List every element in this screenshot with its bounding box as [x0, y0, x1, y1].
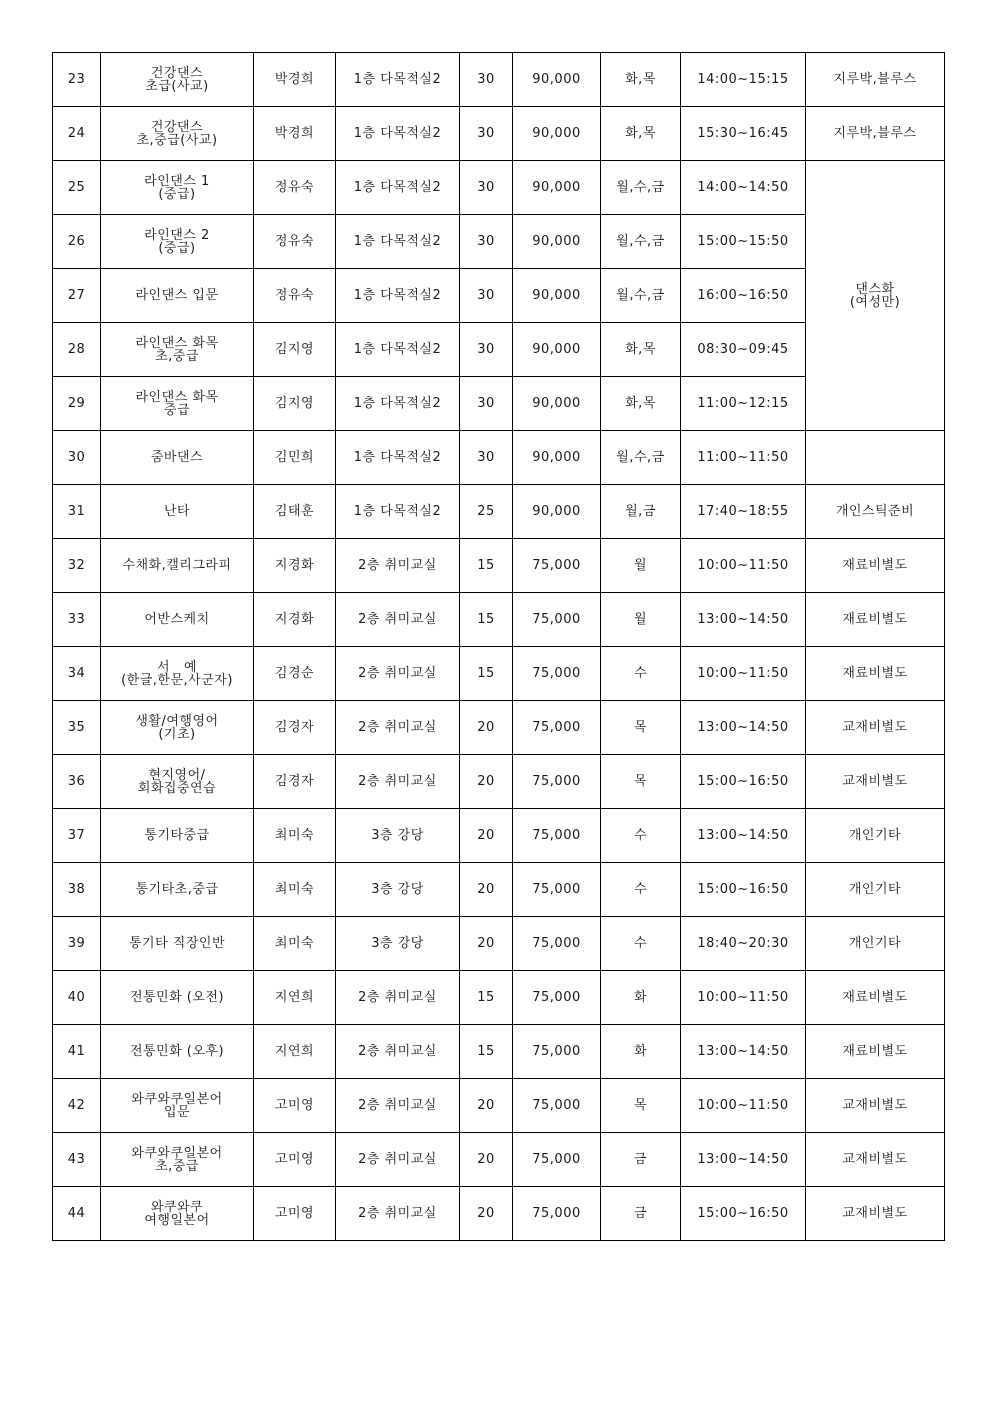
capacity-cell: 30: [460, 431, 513, 485]
fee-cell: 75,000: [513, 647, 601, 701]
course-name-cell: [101, 701, 254, 755]
days-cell: 월: [601, 593, 681, 647]
capacity-cell: 20: [460, 1079, 513, 1133]
time-cell: 10:00~11:50: [681, 971, 806, 1025]
days-cell: 목: [601, 755, 681, 809]
course-name-line: 중급: [163, 402, 191, 418]
room-cell: 2층 취미교실: [336, 593, 460, 647]
time-cell: 15:00~15:50: [681, 215, 806, 269]
room-cell: 1층 다목적실2: [336, 485, 460, 539]
row-number-cell: 44: [53, 1187, 101, 1241]
capacity-cell: 20: [460, 1133, 513, 1187]
days-cell: 화,목: [601, 53, 681, 107]
capacity-cell: 15: [460, 593, 513, 647]
fee-cell: 90,000: [513, 377, 601, 431]
course-name-cell: [101, 1025, 254, 1079]
fee-cell: 75,000: [513, 1133, 601, 1187]
time-cell: 10:00~11:50: [681, 1079, 806, 1133]
instructor-cell: 최미숙: [254, 809, 336, 863]
instructor-cell: 지연희: [254, 971, 336, 1025]
course-name-line: 라인댄스 입문: [135, 288, 219, 303]
course-name-line: 건강댄스: [150, 65, 204, 81]
capacity-cell: 20: [460, 917, 513, 971]
capacity-cell: 30: [460, 269, 513, 323]
instructor-cell: 박경희: [254, 53, 336, 107]
fee-cell: 75,000: [513, 1187, 601, 1241]
note-cell: 재료비별도: [806, 647, 945, 701]
instructor-cell: 김경자: [254, 755, 336, 809]
capacity-cell: 20: [460, 1187, 513, 1241]
fee-cell: 90,000: [513, 269, 601, 323]
note-cell: 교재비별도: [806, 755, 945, 809]
capacity-cell: 30: [460, 53, 513, 107]
course-name-line: (한글,한문,사군자): [121, 672, 233, 688]
note-cell: 재료비별도: [806, 971, 945, 1025]
course-name-line: 난타: [163, 504, 191, 519]
days-cell: 월,수,금: [601, 215, 681, 269]
note-cell: 재료비별도: [806, 593, 945, 647]
room-cell: 1층 다목적실2: [336, 269, 460, 323]
instructor-cell: 정유숙: [254, 161, 336, 215]
time-cell: 16:00~16:50: [681, 269, 806, 323]
course-name-cell: [101, 1133, 254, 1187]
capacity-cell: 30: [460, 107, 513, 161]
row-number-cell: 38: [53, 863, 101, 917]
days-cell: 월: [601, 539, 681, 593]
room-cell: 2층 취미교실: [336, 1187, 460, 1241]
days-cell: 화,목: [601, 323, 681, 377]
instructor-cell: 최미숙: [254, 863, 336, 917]
days-cell: 수: [601, 647, 681, 701]
days-cell: 금: [601, 1187, 681, 1241]
instructor-cell: 정유숙: [254, 269, 336, 323]
note-cell: 개인기타: [806, 863, 945, 917]
course-name-line: 통기타초,중급: [135, 882, 219, 897]
capacity-cell: 30: [460, 161, 513, 215]
time-cell: 15:00~16:50: [681, 863, 806, 917]
fee-cell: 90,000: [513, 431, 601, 485]
note-cell: 교재비별도: [806, 701, 945, 755]
capacity-cell: 15: [460, 647, 513, 701]
course-name-line: 통기타 직장인반: [128, 936, 226, 951]
course-name-line: 와쿠와쿠일본어: [131, 1145, 223, 1161]
note-cell: [806, 431, 945, 485]
note-cell: 교재비별도: [806, 1187, 945, 1241]
table-row: [53, 593, 945, 647]
table-body: [53, 53, 945, 1241]
course-name-line: 초,중급: [155, 1158, 199, 1174]
room-cell: 2층 취미교실: [336, 755, 460, 809]
course-name-line: 수채화,캘리그라피: [122, 558, 232, 573]
room-cell: 2층 취미교실: [336, 1025, 460, 1079]
instructor-cell: 박경희: [254, 107, 336, 161]
room-cell: 1층 다목적실2: [336, 431, 460, 485]
capacity-cell: 15: [460, 971, 513, 1025]
instructor-cell: 김지영: [254, 377, 336, 431]
room-cell: 2층 취미교실: [336, 539, 460, 593]
row-number-cell: 40: [53, 971, 101, 1025]
row-number-cell: 28: [53, 323, 101, 377]
days-cell: 화,목: [601, 107, 681, 161]
course-name-cell: [101, 107, 254, 161]
note-cell-merged: [806, 161, 945, 431]
course-name-line: (중급): [158, 240, 196, 256]
table-row: [53, 809, 945, 863]
fee-cell: 90,000: [513, 107, 601, 161]
row-number-cell: 36: [53, 755, 101, 809]
time-cell: 08:30~09:45: [681, 323, 806, 377]
fee-cell: 75,000: [513, 539, 601, 593]
fee-cell: 75,000: [513, 755, 601, 809]
row-number-cell: 43: [53, 1133, 101, 1187]
course-name-cell: [101, 971, 254, 1025]
course-name-line: 통기타중급: [144, 828, 210, 843]
instructor-cell: 지연희: [254, 1025, 336, 1079]
time-cell: 13:00~14:50: [681, 701, 806, 755]
course-name-cell: [101, 863, 254, 917]
row-number-cell: 27: [53, 269, 101, 323]
table-row: [53, 755, 945, 809]
time-cell: 17:40~18:55: [681, 485, 806, 539]
table-row: [53, 1079, 945, 1133]
capacity-cell: 30: [460, 323, 513, 377]
time-cell: 11:00~11:50: [681, 431, 806, 485]
instructor-cell: 지경화: [254, 539, 336, 593]
course-name-line: 회화집중연습: [137, 780, 217, 796]
row-number-cell: 25: [53, 161, 101, 215]
instructor-cell: 지경화: [254, 593, 336, 647]
course-name-line: (기초): [158, 726, 196, 742]
course-name-line: 라인댄스 화목: [135, 389, 219, 405]
time-cell: 15:00~16:50: [681, 1187, 806, 1241]
row-number-cell: 41: [53, 1025, 101, 1079]
table-row: [53, 485, 945, 539]
room-cell: 2층 취미교실: [336, 647, 460, 701]
instructor-cell: 고미영: [254, 1079, 336, 1133]
row-number-cell: 32: [53, 539, 101, 593]
room-cell: 1층 다목적실2: [336, 215, 460, 269]
room-cell: 2층 취미교실: [336, 1133, 460, 1187]
fee-cell: 75,000: [513, 809, 601, 863]
row-number-cell: 31: [53, 485, 101, 539]
time-cell: 15:00~16:50: [681, 755, 806, 809]
course-name-line: 초,중급(사교): [136, 132, 218, 148]
course-name-line: 전통민화 (오후): [129, 1044, 225, 1059]
course-name-line: 여행일본어: [144, 1212, 210, 1228]
note-cell: 재료비별도: [806, 1025, 945, 1079]
days-cell: 화,목: [601, 377, 681, 431]
course-name-line: 어반스케치: [144, 612, 210, 627]
fee-cell: 75,000: [513, 593, 601, 647]
capacity-cell: 20: [460, 809, 513, 863]
fee-cell: 90,000: [513, 323, 601, 377]
course-name-cell: [101, 377, 254, 431]
note-cell: 개인기타: [806, 917, 945, 971]
fee-cell: 90,000: [513, 161, 601, 215]
instructor-cell: 고미영: [254, 1133, 336, 1187]
days-cell: 금: [601, 1133, 681, 1187]
note-cell: 지루박,블루스: [806, 53, 945, 107]
row-number-cell: 29: [53, 377, 101, 431]
table-row: [53, 539, 945, 593]
course-name-cell: [101, 917, 254, 971]
time-cell: 11:00~12:15: [681, 377, 806, 431]
fee-cell: 90,000: [513, 485, 601, 539]
instructor-cell: 정유숙: [254, 215, 336, 269]
room-cell: 2층 취미교실: [336, 971, 460, 1025]
note-cell: 개인기타: [806, 809, 945, 863]
course-name-line: 건강댄스: [150, 119, 204, 135]
course-name-line: 줌바댄스: [150, 450, 204, 465]
days-cell: 수: [601, 863, 681, 917]
course-name-line: 서 예: [156, 659, 197, 675]
course-name-line: 초급(사교): [145, 78, 209, 94]
course-name-cell: [101, 53, 254, 107]
note-line: (여성만): [849, 294, 901, 310]
row-number-cell: 26: [53, 215, 101, 269]
row-number-cell: 33: [53, 593, 101, 647]
days-cell: 화: [601, 1025, 681, 1079]
time-cell: 14:00~15:15: [681, 53, 806, 107]
course-name-cell: [101, 539, 254, 593]
note-cell: 재료비별도: [806, 539, 945, 593]
instructor-cell: 고미영: [254, 1187, 336, 1241]
table-row: [53, 161, 945, 215]
fee-cell: 75,000: [513, 863, 601, 917]
course-name-line: 라인댄스 2: [144, 227, 210, 243]
capacity-cell: 15: [460, 539, 513, 593]
course-schedule-table: [52, 52, 945, 1241]
days-cell: 수: [601, 809, 681, 863]
days-cell: 수: [601, 917, 681, 971]
course-name-line: 라인댄스 1: [144, 173, 210, 189]
course-name-line: 와쿠와쿠일본어: [131, 1091, 223, 1107]
table-row: [53, 1187, 945, 1241]
table-row: [53, 701, 945, 755]
days-cell: 화: [601, 971, 681, 1025]
days-cell: 월,수,금: [601, 161, 681, 215]
note-cell: 지루박,블루스: [806, 107, 945, 161]
table-row: [53, 1133, 945, 1187]
fee-cell: 90,000: [513, 53, 601, 107]
instructor-cell: 김경자: [254, 701, 336, 755]
note-cell: 개인스틱준비: [806, 485, 945, 539]
table-row: [53, 971, 945, 1025]
capacity-cell: 25: [460, 485, 513, 539]
time-cell: 13:00~14:50: [681, 1133, 806, 1187]
fee-cell: 75,000: [513, 701, 601, 755]
days-cell: 목: [601, 701, 681, 755]
fee-cell: 75,000: [513, 1079, 601, 1133]
table-row: [53, 107, 945, 161]
room-cell: 1층 다목적실2: [336, 323, 460, 377]
time-cell: 15:30~16:45: [681, 107, 806, 161]
days-cell: 월,수,금: [601, 431, 681, 485]
course-name-line: 전통민화 (오전): [129, 990, 225, 1005]
capacity-cell: 15: [460, 1025, 513, 1079]
room-cell: 3층 강당: [336, 863, 460, 917]
row-number-cell: 35: [53, 701, 101, 755]
row-number-cell: 42: [53, 1079, 101, 1133]
course-name-line: 현지영어/: [148, 767, 206, 783]
room-cell: 1층 다목적실2: [336, 53, 460, 107]
room-cell: 3층 강당: [336, 917, 460, 971]
days-cell: 월,수,금: [601, 269, 681, 323]
row-number-cell: 39: [53, 917, 101, 971]
course-name-line: 라인댄스 화목: [135, 335, 219, 351]
course-name-line: 초,중급: [155, 348, 199, 364]
table-row: [53, 53, 945, 107]
course-name-line: 입문: [163, 1104, 191, 1120]
course-name-cell: [101, 647, 254, 701]
course-name-cell: [101, 755, 254, 809]
course-name-cell: [101, 593, 254, 647]
room-cell: 1층 다목적실2: [336, 161, 460, 215]
table-row: [53, 863, 945, 917]
instructor-cell: 최미숙: [254, 917, 336, 971]
fee-cell: 75,000: [513, 1025, 601, 1079]
time-cell: 10:00~11:50: [681, 539, 806, 593]
time-cell: 18:40~20:30: [681, 917, 806, 971]
note-cell: 교재비별도: [806, 1079, 945, 1133]
course-name-cell: [101, 431, 254, 485]
time-cell: 10:00~11:50: [681, 647, 806, 701]
row-number-cell: 23: [53, 53, 101, 107]
room-cell: 1층 다목적실2: [336, 107, 460, 161]
capacity-cell: 30: [460, 377, 513, 431]
row-number-cell: 37: [53, 809, 101, 863]
days-cell: 월,금: [601, 485, 681, 539]
course-name-cell: [101, 269, 254, 323]
table-row: [53, 917, 945, 971]
time-cell: 13:00~14:50: [681, 809, 806, 863]
room-cell: 1층 다목적실2: [336, 377, 460, 431]
fee-cell: 75,000: [513, 971, 601, 1025]
fee-cell: 75,000: [513, 917, 601, 971]
course-name-cell: [101, 215, 254, 269]
capacity-cell: 20: [460, 863, 513, 917]
time-cell: 14:00~14:50: [681, 161, 806, 215]
room-cell: 2층 취미교실: [336, 1079, 460, 1133]
course-name-line: 와쿠와쿠: [150, 1199, 204, 1215]
time-cell: 13:00~14:50: [681, 593, 806, 647]
capacity-cell: 30: [460, 215, 513, 269]
instructor-cell: 김경순: [254, 647, 336, 701]
time-cell: 13:00~14:50: [681, 1025, 806, 1079]
days-cell: 목: [601, 1079, 681, 1133]
capacity-cell: 20: [460, 755, 513, 809]
course-name-cell: [101, 1079, 254, 1133]
fee-cell: 90,000: [513, 215, 601, 269]
room-cell: 3층 강당: [336, 809, 460, 863]
course-name-cell: [101, 485, 254, 539]
instructor-cell: 김태훈: [254, 485, 336, 539]
row-number-cell: 30: [53, 431, 101, 485]
course-name-line: (중급): [158, 186, 196, 202]
course-name-cell: [101, 323, 254, 377]
table-row: [53, 647, 945, 701]
room-cell: 2층 취미교실: [336, 701, 460, 755]
course-name-line: 생활/여행영어: [135, 713, 219, 729]
row-number-cell: 34: [53, 647, 101, 701]
course-name-cell: [101, 161, 254, 215]
table-row: [53, 431, 945, 485]
note-cell: 교재비별도: [806, 1133, 945, 1187]
capacity-cell: 20: [460, 701, 513, 755]
table-row: [53, 1025, 945, 1079]
course-name-cell: [101, 809, 254, 863]
row-number-cell: 24: [53, 107, 101, 161]
note-line: 댄스화: [855, 281, 895, 297]
instructor-cell: 김지영: [254, 323, 336, 377]
course-name-cell: [101, 1187, 254, 1241]
instructor-cell: 김민희: [254, 431, 336, 485]
